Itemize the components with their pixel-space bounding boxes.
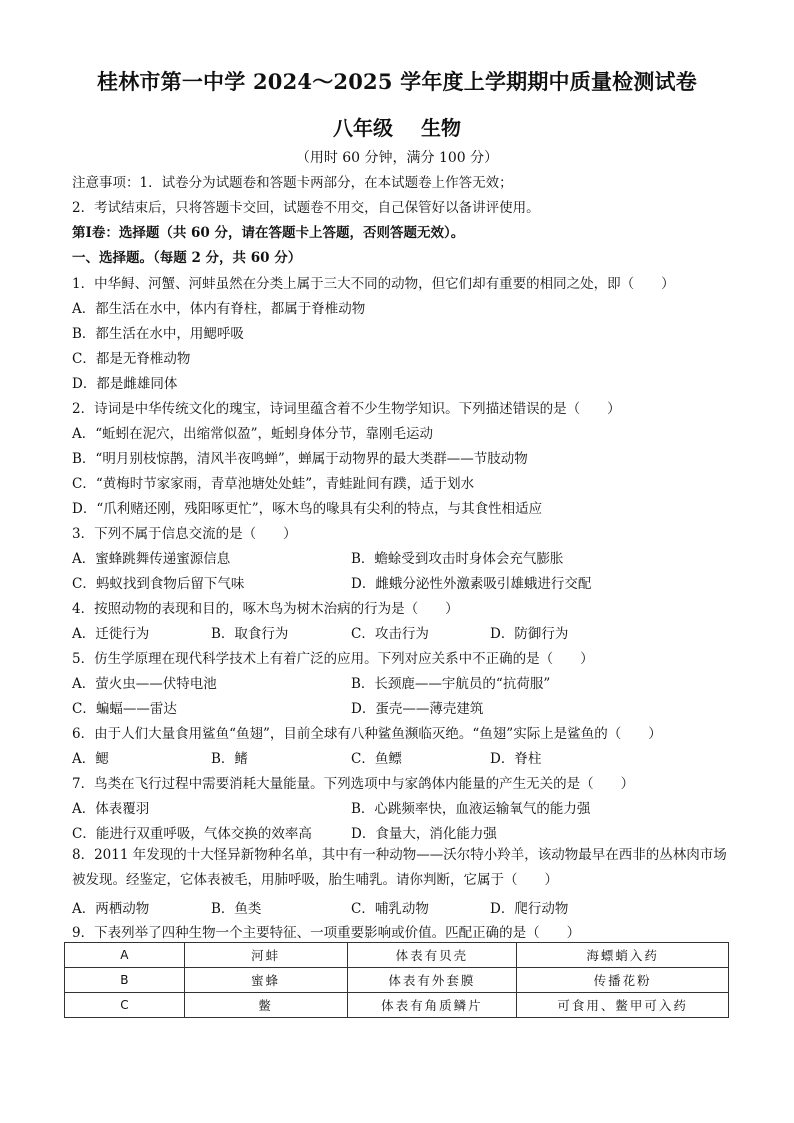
question-5-option-b: B．长颈鹿——宇航员的“抗荷服” [351,676,551,692]
question-5-option-c: C．蝙蝠——雷达 [72,701,177,717]
table-cell: 体表有外套膜 [347,968,517,993]
table-row [65,943,729,968]
question-7-option-a: A．体表覆羽 [72,801,150,817]
question-7-option-b: B．心跳频率快，血液运输氧气的能力强 [351,801,591,817]
question-2-option-d: D．“爪利赌还刚，残阳啄更忙”，啄木鸟的喙具有尖利的特点，与其食性相适应 [72,501,543,517]
exam-timing: （用时 60 分钟，满分 100 分） [295,150,499,166]
notice-line-1: 注意事项：1．试卷分为试题卷和答题卡两部分，在本试题卷上作答无效； [72,175,513,191]
table-cell: 鳖 [184,993,347,1018]
question-5-option-a: A．萤火虫——伏特电池 [72,676,217,692]
question-2-stem: 2．诗词是中华传统文化的瑰宝，诗词里蕴含着不少生物学知识。下列描述错误的是（ ） [72,401,621,417]
table-cell: A [65,943,185,968]
question-2-option-b: B．“明月别枝惊鹊，清风半夜鸣蝉”，蝉属于动物界的最大类群——节肢动物 [72,451,528,467]
question-7-option-d: D．食量大，消化能力强 [351,826,497,842]
question-1-option-d: D．都是雌雄同体 [72,376,178,392]
question-1-stem: 1．中华鲟、河蟹、河蚌虽然在分类上属于三大不同的动物，但它们却有重要的相同之处，即（ ） [72,276,675,292]
question-2-option-c: C．“黄梅时节家家雨，青草池塘处处蛙”，青蛙趾间有蹼，适于划水 [72,476,475,492]
question-6-stem: 6．由于人们大量食用鲨鱼“鱼翅”，目前全球有八种鲨鱼濒临灭绝。“鱼翅”实际上是鲨鱼的（ ） [72,726,662,742]
notice-line-2: 2．考试结束后，只将答题卡交回，试题卷不用交，自己保管好以备讲评使用。 [72,200,540,216]
question-1-option-c: C．都是无脊椎动物 [72,351,191,367]
question-7-stem: 7．鸟类在飞行过程中需要消耗大量能量。下列选项中与家鸽体内能量的产生无关的是（ ） [72,776,635,792]
table-cell: 传播花粉 [517,968,729,993]
table-cell: 体表有贝壳 [347,943,517,968]
question-4-stem: 4．按照动物的表现和目的，啄木鸟为树木治病的行为是（ ） [72,601,459,617]
table-cell: 蜜蜂 [184,968,347,993]
table-cell: 河蚌 [184,943,347,968]
question-1-option-a: A．都生活在水中，体内有脊柱，都属于脊椎动物 [72,301,366,317]
table-cell: B [65,968,185,993]
question-3-option-a: A．蜜蜂跳舞传递蜜源信息 [72,551,231,567]
table-row [65,968,729,993]
question-6-option-d: D．脊柱 [490,751,542,767]
question-8-stem: 8．2011 年发现的十大怪异新物种名单，其中有一种动物——沃尔特小羚羊，该动物最早在西非的丛林肉市场被发现。经鉴定，它体表被毛，用肺呼吸，胎生哺乳。请你判断，它属于（ ） [72,847,727,888]
question-7-option-c: C．能进行双重呼吸，气体交换的效率高 [72,826,312,842]
question-6-option-c: C．鱼鳔 [351,751,402,767]
question-5-option-d: D．蛋壳——薄壳建筑 [351,701,484,717]
question-4-option-a: A．迁徙行为 [72,626,150,642]
table-cell: 可食用、鳖甲可入药 [517,993,729,1018]
question-1-option-b: B．都生活在水中，用鳃呼吸 [72,326,244,342]
question-9-table [64,942,729,1018]
subject-label: 生物 [421,116,461,140]
part-heading: 第Ⅰ卷：选择题（共 60 分，请在答题卡上答题，否则答题无效）。 [72,225,465,241]
question-3-option-c: C．蚂蚁找到食物后留下气味 [72,576,245,592]
question-3-stem: 3．下列不属于信息交流的是（ ） [72,526,297,542]
question-8-option-a: A．两栖动物 [72,901,150,917]
question-5-stem: 5．仿生学原理在现代科学技术上有着广泛的应用。下列对应关系中不正确的是（ ） [72,651,594,667]
question-4-option-d: D．防御行为 [490,626,569,642]
question-6-option-b: B．鳍 [211,751,248,767]
question-9-stem: 9．下表列举了四种生物一个主要特征、一项重要影响或价值。匹配正确的是（ ） [72,925,581,941]
question-2-option-a: A．“蚯蚓在泥穴，出缩常似盈”，蚯蚓身体分节，靠刚毛运动 [72,426,434,442]
question-3-option-b: B．蟾蜍受到攻击时身体会充气膨胀 [351,551,564,567]
question-8-option-d: D．爬行动物 [490,901,569,917]
question-3-option-d: D．雌蛾分泌性外激素吸引雄蛾进行交配 [351,576,592,592]
table-cell: 海螵蛸入药 [517,943,729,968]
table-cell: C [65,993,185,1018]
table-cell: 体表有角质鳞片 [347,993,517,1018]
grade-label: 八年级 [333,116,393,140]
question-4-option-c: C．攻击行为 [351,626,429,642]
question-8-option-b: B．鱼类 [211,901,262,917]
exam-subtitle [0,112,794,141]
exam-title: 桂林市第一中学 2024～2025 学年度上学期期中质量检测试卷 [97,69,697,94]
section-heading: 一、选择题。（每题 2 分，共 60 分） [72,250,302,266]
table-row [65,993,729,1018]
question-4-option-b: B．取食行为 [211,626,289,642]
question-8-option-c: C．哺乳动物 [351,901,429,917]
question-6-option-a: A．鳃 [72,751,109,767]
